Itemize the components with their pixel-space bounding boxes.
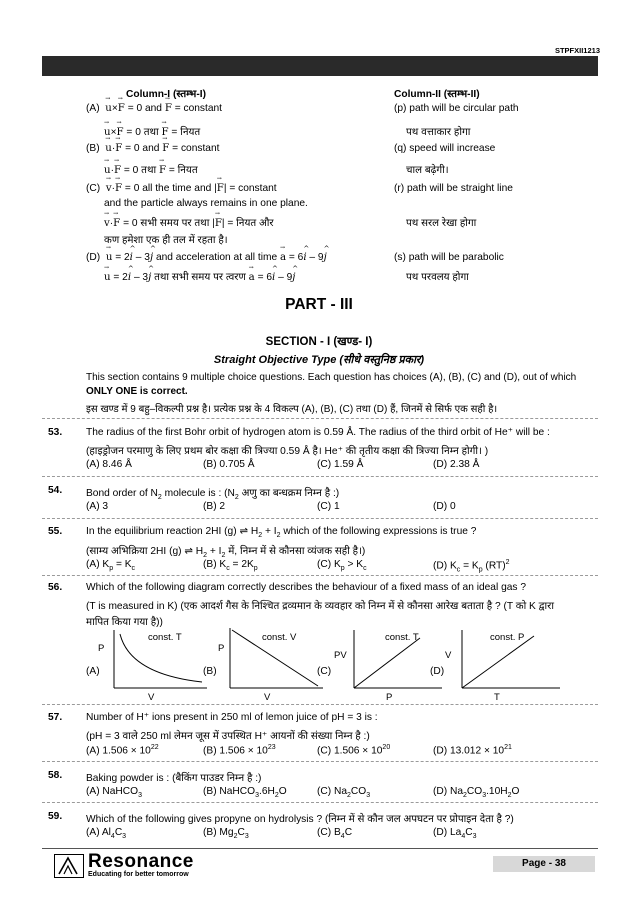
match-c-hi-line2: कण हमेशा एक ही तल में रहता है।	[104, 235, 228, 246]
match-r-hi: पथ सरल रेखा होगा	[406, 218, 477, 229]
separator	[42, 761, 598, 762]
q59-option-a[interactable]: (A) $Al_4C_3$	[86, 827, 127, 841]
q53-option-c[interactable]: (C) 1.59 Å	[317, 459, 364, 470]
match-d-hi: → u = 2^ i – 3^ j तथा सभी समय पर त्वरण → a = 6^ i – 9^ j	[104, 269, 295, 283]
q54-text: Bond order of $N_2$ molecule is : ($N_2$ अणु का बन्धक्रम निम्न है :)	[86, 488, 340, 502]
equilibrium-arrow-icon: ⇌	[184, 546, 193, 557]
footer-divider	[42, 848, 598, 849]
q56-option-a[interactable]: (A)	[86, 666, 100, 677]
q53-text-en: The radius of the first Bohr orbit of hydrogen atom is 0.59 Å. The radius of the third orbit of He⁺ will be :	[86, 427, 550, 438]
graph-b-xlabel: V	[264, 692, 271, 703]
q57-option-d[interactable]: (D) $13.012 \times 10^{21}$	[433, 744, 512, 757]
q58-option-d[interactable]: (D) $Na_2CO_3.10H_2O$	[433, 786, 520, 800]
graph-d-const: const. P	[490, 632, 525, 643]
graph-d-ylabel: V	[445, 650, 452, 661]
match-q-hi: चाल बढ़ेगी।	[406, 165, 449, 176]
q59-option-d[interactable]: (D) $La_4C_3$	[433, 827, 477, 841]
separator	[42, 418, 598, 419]
column-1-header: Column-I (स्तम्भ-I)	[126, 89, 206, 100]
graph-a-ylabel: P	[98, 643, 105, 654]
q59-option-b[interactable]: (B) $Mg_2C_3$	[203, 827, 249, 841]
q53-option-d[interactable]: (D) 2.38 Å	[433, 459, 480, 470]
q56-text-hi-1: (T is measured in K) (एक आदर्श गैस के निश्चित द्रव्यमान के व्यवहार को निम्न में से कौनसा आरेख बताता है ? (T को K द्वारा	[86, 601, 554, 612]
match-c-hi: → v·→ F = 0 सभी समय पर तथा |→ F| = नियत और	[104, 215, 274, 229]
brand-name: Resonance	[88, 851, 194, 872]
q56-option-d[interactable]: (D)	[430, 666, 445, 677]
q54-option-a[interactable]: (A) 3	[86, 501, 109, 512]
graph-c-ylabel: PV	[334, 650, 347, 661]
q58-text: Baking powder is : (बैकिंग पाउडर निम्न है :)	[86, 773, 262, 784]
match-b-hi: → u·→ F = 0 तथा → F = नियत	[104, 162, 198, 176]
match-d-en: (D) → u = 2^ i – 3^ j and acceleration at all time → a = 6^ i – 9^ j	[86, 252, 327, 263]
instructions-hi: इस खण्ड में 9 बहु–विकल्पी प्रश्न है। प्रत्येक प्रश्न के 4 विकल्प (A), (B), (C) तथा (D) हैं, जिनमें से सिर्फ एक सही है।	[86, 404, 498, 415]
instructions-en-2: ONLY ONE is correct.	[86, 386, 188, 397]
q53-text-hi: (हाइड्रोजन परमाणु के लिए प्रथम बोर कक्षा की त्रिज्या 0.59 Å है। He⁺ की तृतीय कक्षा की त्रिज्या निम्न होगी। )	[86, 446, 489, 457]
separator	[42, 575, 598, 576]
q55-text-hi: (साम्य अभिक्रिया 2HI (g) ⇌ $H_2 + I_2$ में, निम्न में से कौनसा व्यंजक सही है।)	[86, 546, 366, 560]
q57-text-hi: (pH = 3 वाले 250 ml लेमन जूस में उपस्थित H⁺ आयनों की संख्या निम्न है :)	[86, 731, 370, 742]
instructions-en-1: This section contains 9 multiple choice questions. Each question has choices (A), (B), (C) and (D), out of which	[86, 372, 577, 383]
match-r-en: (r) path will be straight line	[394, 183, 513, 194]
graph-b-ylabel: P	[218, 643, 225, 654]
graph-b-const: const. V	[262, 632, 297, 643]
resonance-logo-mark	[55, 855, 82, 876]
match-c-en: (C) → v·→ F = 0 all the time and |→ F| = constant	[86, 183, 277, 194]
match-b-en: (B) → u·→ F = 0 and → F = constant	[86, 143, 219, 154]
q56-text-hi-2: मापित किया गया है))	[86, 617, 163, 628]
q58-number: 58.	[48, 770, 63, 781]
q55-text-en: In the equilibrium reaction 2HI (g) ⇌ $H_2 + I_2$ which of the following expressions is true ?	[86, 526, 477, 540]
column-2-header: Column-II (स्तम्भ-II)	[394, 89, 480, 100]
graph-c-xlabel: P	[386, 692, 393, 703]
q57-option-b[interactable]: (B) $1.506 \times 10^{23}$	[203, 744, 276, 757]
graph-a-const: const. T	[148, 632, 182, 643]
q59-option-c[interactable]: (C) $B_4C$	[317, 827, 353, 841]
match-s-hi: पथ परवलय होगा	[406, 272, 469, 283]
q57-number: 57.	[48, 712, 63, 723]
brand-tagline: Educating for better tomorrow	[88, 871, 189, 878]
q55-option-a[interactable]: (A) $K_p = K_c$	[86, 559, 136, 573]
separator	[42, 802, 598, 803]
match-a-en: (A) → u×→ F = 0 and → F = constant	[86, 103, 222, 114]
q58-option-c[interactable]: (C) $Na_2CO_3$	[317, 786, 371, 800]
q56-text-en: Which of the following diagram correctly describes the behaviour of a fixed mass of an ideal gas ?	[86, 582, 526, 593]
q57-text-en: Number of H⁺ ions present in 250 ml of lemon juice of pH = 3 is :	[86, 712, 378, 723]
separator	[42, 704, 598, 705]
section-type: Straight Objective Type (सीधे वस्तुनिष्ठ प्रकार)	[213, 354, 425, 366]
q57-option-c[interactable]: (C) $1.506 \times 10^{20}$	[317, 744, 391, 757]
q58-option-a[interactable]: (A) NaHCO$_3$	[86, 786, 142, 800]
q53-option-b[interactable]: (B) 0.705 Å	[203, 459, 255, 470]
document-code: STPFXII1213	[554, 46, 600, 55]
header-bar	[42, 56, 598, 76]
match-c-en-line2: and the particle always remains in one plane.	[104, 198, 308, 209]
resonance-logo-icon	[54, 854, 84, 878]
q59-number: 59.	[48, 811, 63, 822]
q53-number: 53.	[48, 427, 63, 438]
match-p-hi: पथ वत्ताकार होगा	[406, 127, 471, 138]
q54-option-b[interactable]: (B) 2	[203, 501, 226, 512]
q59-text: Which of the following gives propyne on hydrolysis ? (निम्न में से कौन जल अपघटन पर प्रोपाइन देता है ?)	[86, 814, 514, 825]
q54-option-c[interactable]: (C) 1	[317, 501, 340, 512]
q57-option-a[interactable]: (A) $1.506 \times 10^{22}$	[86, 744, 159, 757]
q54-option-d[interactable]: (D) 0	[433, 501, 456, 512]
graph-d-xlabel: T	[494, 692, 500, 703]
equilibrium-arrow-icon: ⇌	[239, 526, 249, 537]
q55-option-d[interactable]: (D) $K_c = K_p$ (RT)$^2$	[433, 559, 510, 574]
page-number: Page - 38	[493, 856, 595, 872]
q55-option-c[interactable]: (C) $K_p > K_c$	[317, 559, 367, 573]
q53-option-a[interactable]: (A) 8.46 Å	[86, 459, 132, 470]
match-p-en: (p) path will be circular path	[394, 103, 519, 114]
graph-c-const: const. T	[385, 632, 419, 643]
q56-option-c[interactable]: (C)	[317, 666, 332, 677]
separator	[42, 476, 598, 477]
part-title: PART - III	[285, 296, 353, 313]
match-a-hi: → u×→ F = 0 तथा → F = नियत	[104, 124, 200, 138]
q56-number: 56.	[48, 582, 63, 593]
match-q-en: (q) speed will increase	[394, 143, 496, 154]
separator	[42, 518, 598, 519]
match-s-en: (s) path will be parabolic	[394, 252, 504, 263]
q56-option-b[interactable]: (B)	[203, 666, 217, 677]
q55-number: 55.	[48, 526, 63, 537]
q58-option-b[interactable]: (B) $NaHCO_3.6H_2O$	[203, 786, 287, 800]
q54-number: 54.	[48, 485, 63, 496]
section-title: SECTION - I (खण्ड- I)	[265, 336, 373, 348]
graph-a-xlabel: V	[148, 692, 155, 703]
q55-option-b[interactable]: (B) $K_c = 2K_p$	[203, 559, 258, 573]
